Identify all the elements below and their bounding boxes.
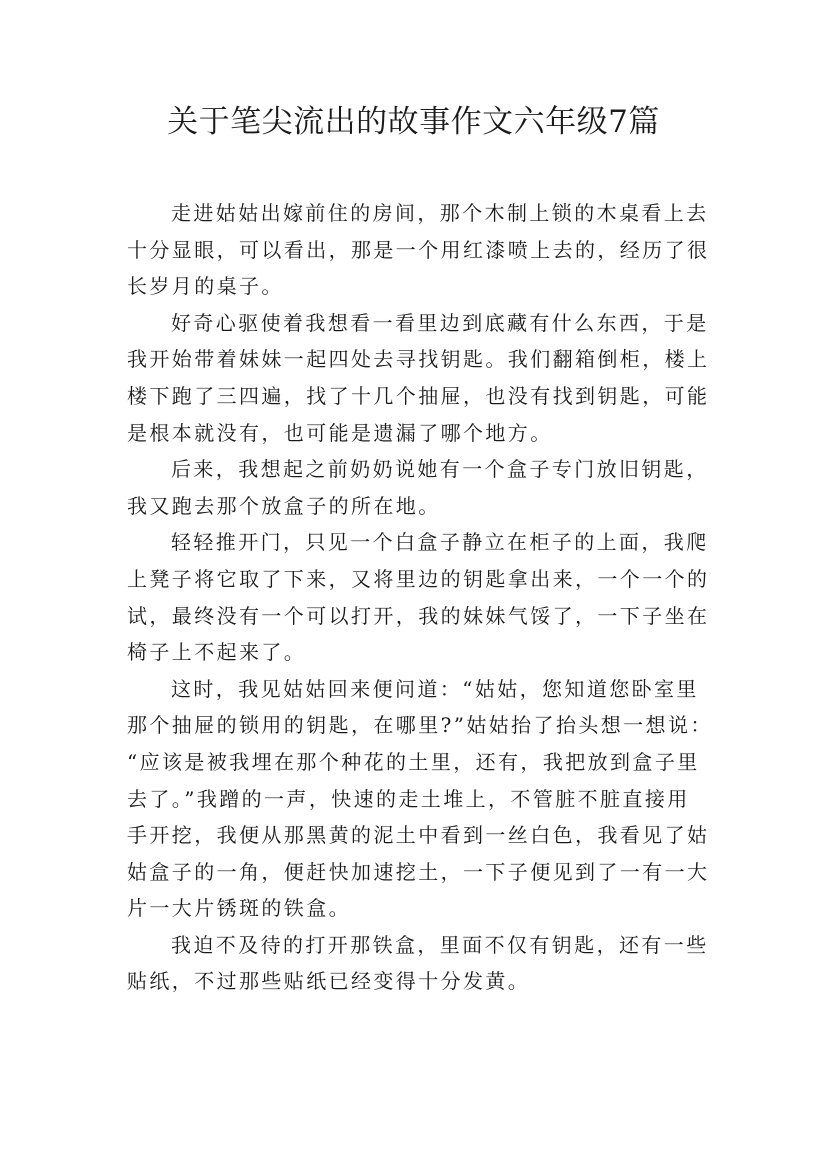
text-line: 我开始带着妹妹一起四处去寻找钥匙。我们翻箱倒柜，楼上 [127, 347, 710, 372]
text-line: 那个抽屉的锁用的钥匙，在哪里?”姑姑抬了抬头想一想说： [127, 713, 713, 738]
text-line: “应该是被我埋在那个种花的土里，还有，我把放到盒子里 [127, 749, 700, 774]
text-line: 片一大片锈斑的铁盒。 [127, 896, 351, 921]
text-line: 试，最终没有一个可以打开，我的妹妹气馁了，一下子坐在 [127, 603, 710, 628]
text-line: 我迫不及待的打开那铁盒，里面不仅有钥匙，还有一些 [171, 932, 709, 957]
text-line: 姑盒子的一角，便赶快加速挖土，一下子便见到了一有一大 [127, 859, 710, 884]
text-line: 长岁月的桌子。 [127, 274, 284, 299]
text-line: 十分显眼，可以看出，那是一个用红漆喷上去的，经历了很 [127, 237, 710, 262]
text-line: 这时，我见姑姑回来便问道：“姑姑，您知道您卧室里 [171, 676, 699, 701]
text-line: 好奇心驱使着我想看一看里边到底藏有什么东西，于是 [171, 310, 709, 335]
text-line: 椅子上不起来了。 [127, 640, 307, 665]
text-line: 走进姑姑出嫁前住的房间，那个木制上锁的木桌看上去 [171, 201, 709, 225]
text-line: 上凳子将它取了下来，又将里边的钥匙拿出来，一个一个的 [127, 566, 710, 591]
text-line: 贴纸，不过那些贴纸已经变得十分发黄。 [127, 969, 531, 994]
text-line: 后来，我想起之前奶奶说她有一个盒子专门放旧钥匙， [171, 457, 709, 482]
text-line: 轻轻推开门，只见一个白盒子静立在柜子的上面，我爬 [171, 530, 709, 555]
text-line: 楼下跑了三四遍，找了十几个抽屉，也没有找到钥匙，可能 [127, 383, 710, 408]
document-body [127, 195, 713, 1000]
document-title: 关于笔尖流出的故事作文六年级7篇 [167, 104, 660, 140]
text-line: 我又跑去那个放盒子的所在地。 [127, 493, 441, 518]
text-line: 去了。”我蹭的一声，快速的走土堆上，不管脏不脏直接用 [127, 786, 690, 811]
text-line: 是根本就没有，也可能是遗漏了哪个地方。 [127, 420, 553, 445]
text-line: 手开挖，我便从那黑黄的泥土中看到一丝白色，我看见了姑 [127, 823, 710, 848]
